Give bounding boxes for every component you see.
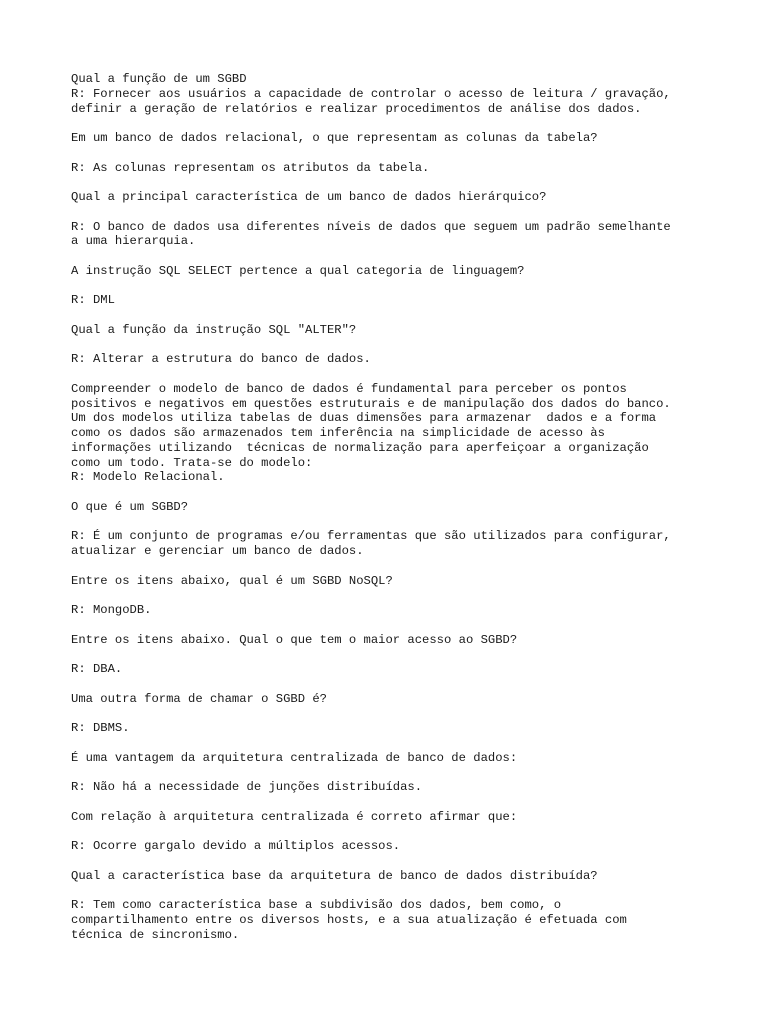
text-line: R: Fornecer aos usuários a capacidade de controlar o acesso de leitura / gravação, (71, 86, 671, 101)
blank-line (71, 249, 751, 264)
text-line: Em um banco de dados relacional, o que representam as colunas da tabela? (71, 131, 598, 145)
text-line: Um dos modelos utiliza tabelas de duas dimensões para armazenar dados e a forma (71, 411, 657, 426)
text-line: Uma outra forma de chamar o SGBD é? (71, 691, 327, 706)
text-line: R: DBA. (71, 662, 123, 676)
text-line: R: Tem como característica base a subdivisão dos dados, bem como, o (71, 898, 562, 912)
blank-line (71, 116, 751, 131)
text-line: positivos e negativos em questões estruturais e de manipulação dos dados do banco. (71, 396, 671, 411)
text-line: A instrução SQL SELECT pertence a qual categoria de linguagem? (71, 263, 525, 278)
blank-line (71, 515, 751, 530)
blank-line (71, 824, 751, 839)
blank-line (71, 618, 751, 633)
text-line: Com relação à arquitetura centralizada é correto afirmar que: (71, 809, 518, 824)
text-line: R: Modelo Relacional. (71, 470, 225, 485)
blank-line (71, 795, 751, 810)
blank-line (71, 485, 751, 500)
text-line: R: Não há a necessidade de junções distribuídas. (71, 780, 423, 794)
text-line: R: DML (71, 293, 115, 308)
text-line: R: MongoDB. (71, 603, 152, 617)
blank-line (71, 883, 751, 898)
document-page (71, 72, 751, 942)
text-line: como os dados são armazenados tem inferência na simplicidade de acesso às (71, 426, 605, 440)
text-line: R: As colunas representam os atributos da tabela. (71, 160, 430, 175)
text-line: a uma hierarquia. (71, 234, 196, 249)
text-line: Compreender o modelo de banco de dados é fundamental para perceber os pontos (71, 381, 627, 396)
blank-line (71, 647, 751, 662)
text-line: compartilhamento entre os diversos hosts, e a sua atualização é efetuada com (71, 912, 627, 927)
text-line: R: É um conjunto de programas e/ou ferramentas que são utilizados para configurar, (71, 529, 671, 544)
text-line: atualizar e gerenciar um banco de dados. (71, 544, 364, 558)
blank-line (71, 559, 751, 574)
blank-line (71, 765, 751, 780)
blank-line (71, 706, 751, 721)
blank-line (71, 338, 751, 353)
blank-line (71, 205, 751, 220)
text-line: É uma vantagem da arquitetura centralizada de banco de dados: (71, 750, 518, 765)
text-line: O que é um SGBD? (71, 499, 189, 514)
text-line: Entre os itens abaixo, qual é um SGBD NoSQL? (71, 573, 393, 588)
text-line: Qual a função da instrução SQL "ALTER"? (71, 322, 357, 337)
blank-line (71, 308, 751, 323)
blank-line (71, 736, 751, 751)
text-line: informações utilizando técnicas de normalização para aperfeiçoar a organização (71, 440, 649, 455)
text-line: Qual a principal característica de um banco de dados hierárquico? (71, 190, 547, 204)
blank-line (71, 175, 751, 190)
blank-line (71, 854, 751, 869)
text-line: Qual a característica base da arquitetura de banco de dados distribuída? (71, 868, 598, 883)
text-line: R: Alterar a estrutura do banco de dados. (71, 352, 371, 367)
blank-line (71, 677, 751, 692)
text-line: R: Ocorre gargalo devido a múltiplos acessos. (71, 839, 401, 853)
blank-line (71, 367, 751, 382)
text-line: Entre os itens abaixo. Qual o que tem o maior acesso ao SGBD? (71, 632, 518, 647)
text-line: como um todo. Trata-se do modelo: (71, 455, 313, 470)
text-line: R: DBMS. (71, 721, 130, 735)
blank-line (71, 146, 751, 161)
text-line: técnica de sincronismo. (71, 927, 240, 942)
text-line: definir a geração de relatórios e realizar procedimentos de análise dos dados. (71, 101, 642, 116)
text-line: Qual a função de um SGBD (71, 72, 247, 86)
text-line: R: O banco de dados usa diferentes níveis de dados que seguem um padrão semelhante (71, 219, 671, 234)
blank-line (71, 588, 751, 603)
blank-line (71, 279, 751, 294)
